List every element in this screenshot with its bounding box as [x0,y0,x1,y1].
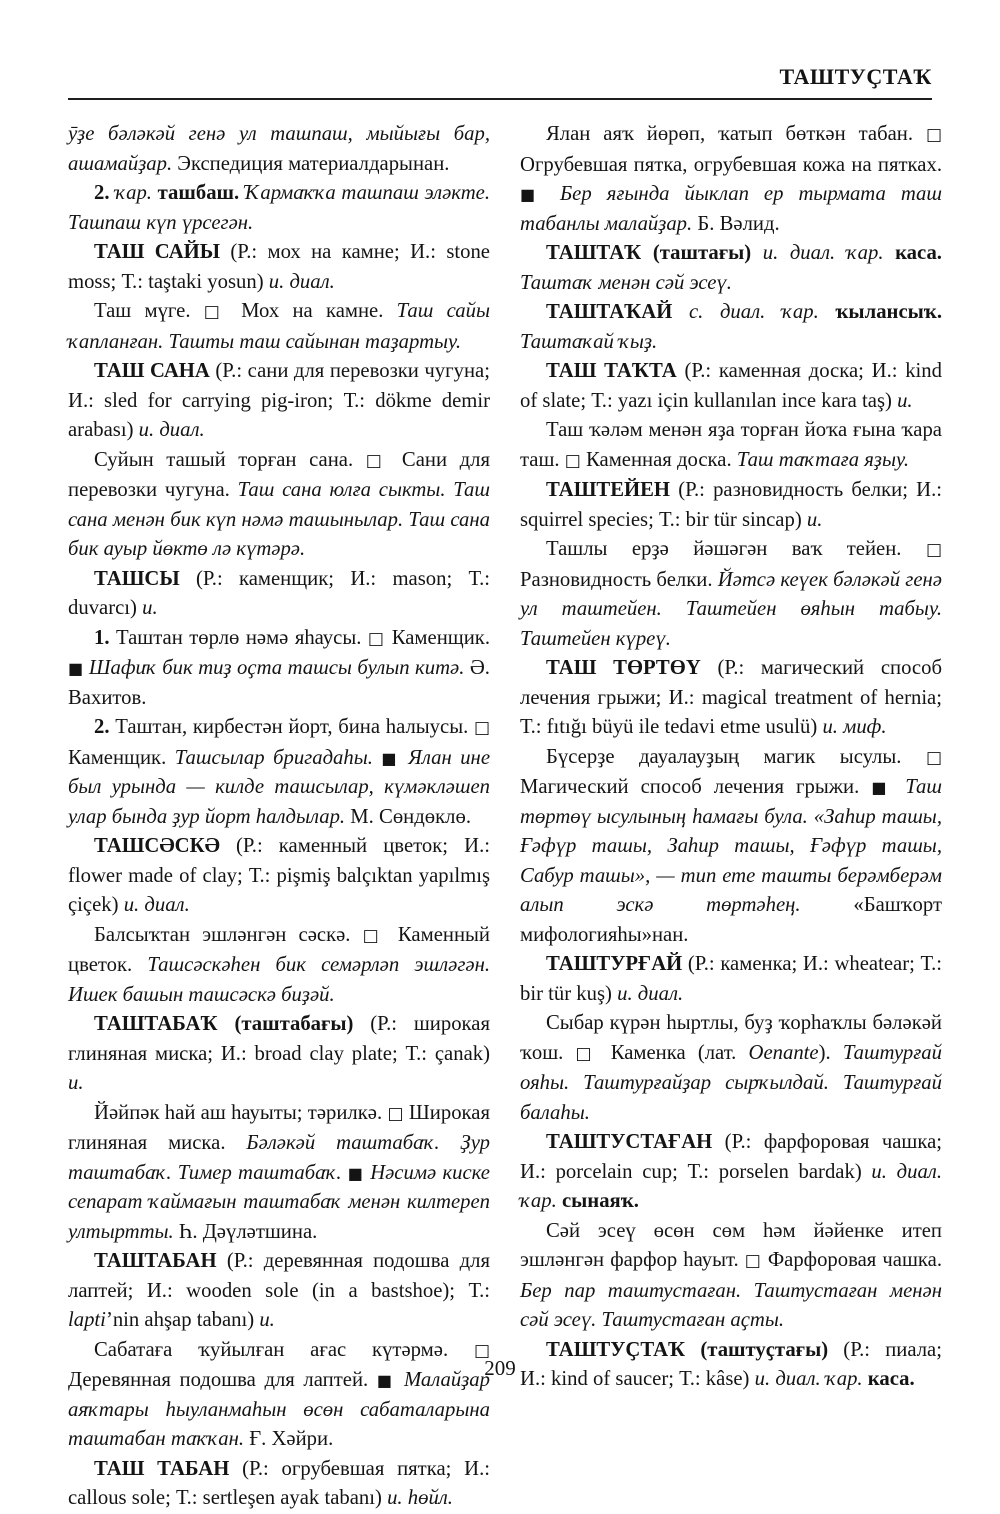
page-header [68,60,932,100]
headword: ТАШТЕЙЕН [546,479,671,501]
headword: ТАШ ТАҠТА [546,360,677,382]
headword: ТАШТАБАҠ (таштабағы) [94,1013,354,1035]
dictionary-paragraph [520,1217,942,1336]
open-square-marker: □ [575,1043,599,1064]
text: ). [818,1041,843,1064]
headword: ТАШ ТАБАН [94,1457,230,1480]
text: Таш мүге. [94,300,204,322]
dictionary-paragraph [520,535,942,654]
open-square-marker: □ [473,718,491,738]
text: ’nin ahşap tabanı) [105,1309,260,1331]
open-square-marker: □ [925,747,942,768]
bold-text: 2. [94,716,116,738]
text: Суйын ташый торған сана. [94,448,366,471]
italic-text: Ялан ине был урында — килде ташсылар, күмәкләшеп улар бында ҙур йорт һалдылар. [68,746,491,828]
filled-square-marker: ■ [347,1163,364,1183]
headword: ТАШТАБАН [94,1250,217,1272]
running-head: ТАШТУҪТАҠ [779,64,932,89]
text: Ә. Вахитов. [68,657,490,709]
dictionary-paragraph [68,238,490,297]
headword: ТАШСӘСКӘ [94,835,220,857]
dictionary-paragraph [68,357,490,446]
filled-square-marker: ■ [381,748,400,768]
filled-square-marker: ■ [68,659,84,678]
italic-text: и. диал. [123,894,190,916]
open-square-marker: □ [925,125,942,145]
italic-text: и. һөйл. [387,1487,453,1509]
dictionary-paragraph [520,416,942,476]
text: (Р.: широкая глиняная миска; И.: broad clay plate; Т.: çanak) [68,1013,490,1065]
dictionary-paragraph [520,1128,942,1217]
headword: ТАШСЫ [94,567,180,590]
dictionary-paragraph [520,120,942,239]
italic-text: Бәләкәй таштабаҡ. Ҙур таштабаҡ. Тимер таштабаҡ. [68,1132,490,1184]
open-square-marker: □ [925,540,942,560]
dictionary-paragraph [520,743,942,951]
dictionary-paragraph [68,1247,490,1336]
dictionary-paragraph [68,1336,490,1455]
text: (Р.: каменный цветок; И.: flower made of clay; Т.: pişmiş balçıktan yapılmış çiçek) [68,835,490,916]
italic-text: Таш сана юлға сыкты. Таш сана менән бик күп нәмә ташынылар. Таш сана бик ауыр йөктө лә күтәрә. [68,479,490,560]
text: Сәй эсеү өсөн сөм һәм йәйенке итеп эшләнгән фарфор һауыт. [520,1219,942,1271]
dictionary-paragraph [68,713,490,832]
text: Деревянная подошва для лаптей. [68,1369,377,1391]
italic-text: и. диал. [268,270,335,293]
italic-text: и. диал. [138,419,205,441]
bold-text: ҡылансыҡ. [835,301,942,323]
open-square-marker: □ [564,450,581,471]
text: Б. Вәлид. [692,212,780,235]
text: Сабатаға ҡуйылған ағас күтәрмә. [94,1338,474,1361]
italic-text: с. диал. ҡар. [672,301,836,323]
open-square-marker: □ [473,1340,490,1361]
open-square-marker: □ [744,1251,762,1271]
text: (Р.: мох на камне; И.: stone moss; Т.: taştaki yosun) [68,241,490,293]
bold-text: каса. [867,1368,915,1390]
dictionary-paragraph [68,1099,490,1248]
text: Һ. Дәүләтшина. [173,1220,318,1243]
text: Мох на камне. [227,300,397,322]
italic-text: ҡар. [115,182,158,204]
text: (Р.: каменщик; И.: mason; Т.: duvarcı) [68,567,490,619]
italic-text: Нәсимә киске сепарат ҡаймағын таштабаҡ менән килтереп ултыртты. [68,1161,490,1243]
dictionary-paragraph [68,179,490,238]
text: Таш ҡәләм менән яҙа торған йоҡа ғына ҡара таш. [520,419,942,471]
headword: ТАШТАҠАЙ [546,301,673,323]
text: Широкая глиняная миска. [68,1101,490,1154]
filled-square-marker: ■ [520,185,545,204]
right-column [520,120,942,1395]
italic-text: Йәтсә кеүек бәләкәй генә ул таштейен. Таштейен өяһын табыу. Таштейен күреү. [520,568,942,650]
dictionary-paragraph [520,654,942,743]
dictionary-paragraph [520,357,942,416]
text: (Р.: деревянная подошва для лаптей; И.: wooden sole (in a bastshoe); Т.: [68,1250,490,1302]
bold-text: сынаяҡ. [561,1190,639,1212]
text: Огрубевшая пятка, огрубевшая кожа на пятках. [520,153,942,176]
italic-text: Бер яғында йыклап ер тырмата таш табанлы малайҙар. [520,183,942,235]
text: Бүсерҙе дауалауҙың магик ысулы. [546,745,926,768]
headword: ТАШТУРҒАЙ [546,953,683,975]
open-square-marker: □ [203,302,228,322]
dictionary-paragraph [68,565,490,624]
dictionary-paragraph [68,921,490,1011]
text: Каменная доска. [580,448,737,471]
italic-text: Таш сайы ҡапланған. Ташты таш сайынан таҙартыу. [68,300,490,353]
dictionary-paragraph [68,120,490,179]
dictionary-paragraph [520,239,942,298]
dictionary-paragraph [68,624,490,714]
italic-text: lapti [68,1309,106,1331]
italic-text: и. [806,508,823,531]
text: Сани для перевозки чугуна. [68,448,491,501]
headword: ТАШТУҪТАҠ (таштуҫтағы) [546,1338,829,1361]
italic-text: и. [897,389,913,412]
dictionary-paragraph [68,446,490,565]
text: Ялан аяҡ йөрөп, ҡатып бөткән табан. [546,123,926,145]
italic-text: Таштаҡ менән сәй эсеү. [520,271,732,294]
bold-text: каса. [895,242,942,264]
text: Ташлы ерҙә йәшәгән ваҡ тейен. [546,538,926,560]
italic-text: и. диал. ҡар. [520,1160,942,1212]
dictionary-paragraph [520,476,942,535]
open-square-marker: □ [387,1103,404,1124]
dictionary-paragraph [520,1009,942,1128]
italic-text: ӯҙе бәләкәй генә ул ташпаш, мыйығы бар, ашамайҙар. [68,123,490,175]
text: (Р.: огрубевшая пятка; И.: callous sole; Т.: sertleşen ayak tabanı) [68,1457,490,1509]
headword: ТАШТУСТАҒАН [546,1131,713,1153]
bold-text: 1. [94,626,116,649]
italic-text: и. диал. [617,982,684,1005]
headword: ТАШ САЙЫ [94,241,221,263]
bold-text: 2. [94,182,116,204]
text: Каменщик. [68,746,175,769]
text: (Р.: каменная доска; И.: kind of slate; Т.: yazı için kullanılan ince kara taş) [520,360,942,412]
text: Балсыҡтан эшләнгән сәскә. [94,923,363,946]
text: Фарфоровая чашка. [761,1249,942,1271]
italic-text: и. миф. [822,716,887,738]
italic-text: и. диал. ҡар. [751,242,896,264]
open-square-marker: □ [365,450,390,471]
dictionary-paragraph [520,298,942,357]
text: М. Сөндөклө. [345,805,471,828]
italic-text: Ташсәскәһен бик семәрләп эшләгән. Ишек башын ташсәскә биҙәй. [68,954,491,1006]
bold-text: ташбаш. [157,182,240,204]
text: Разновидность белки. [520,568,718,591]
dictionary-paragraph [68,1010,490,1099]
dictionary-paragraph [520,950,942,1009]
italic-text: и. диал. ҡар. [754,1368,868,1390]
text: (Р.: разновидность белки; И.: squirrel species; Т.: bir tür sincap) [520,479,942,531]
open-square-marker: □ [367,628,386,649]
text: Магический способ лечения грыжи. [520,776,872,798]
italic-text: Таштурғай ояһы. Таштурғайҙар сырҡылдай. Таштурғай балаһы. [520,1041,942,1124]
italic-text: и. [259,1309,275,1331]
italic-text: Бер пар таштустаған. Таштустаған менән сәй эсеү. Таштустаған аҫты. [520,1279,942,1331]
italic-text: и. [68,1072,84,1094]
text: (Р.: каменка; И.: wheatear; Т.: bir tür kuş) [520,953,942,1005]
italic-text: Малайҙар аяҡтары һыуланмаһын өсөн сабаталарына таштабан таҡҡан. [68,1369,490,1450]
left-column [68,120,490,1514]
text: Экспедиция материалдарынан. [172,152,450,175]
italic-text: Таштаҡай ҡыҙ. [520,330,658,353]
text: (Р.: сани для перевозки чугуна; И.: sled for carrying pig-iron; Т.: dökme demir arabası) [68,360,490,441]
text: Ғ. Хәйри. [244,1428,334,1450]
dictionary-paragraph [68,1455,490,1514]
italic-text: Таш төртөү ысулының һамағы була. «Заһир ташы, Ғәфүр ташы, Заһир ташы, Ғәфүр ташы, Сабур ташы», — тип ете ташты берәмберәм алып эскә төртәһең. [520,776,942,916]
italic-text: Ташсылар бригадаһы. [174,746,382,769]
text: Каменка (лат. [598,1041,749,1064]
headword: ТАШ САНА [94,360,210,382]
text: Таштан төрлө нәмә яһаусы. [115,626,368,649]
text: «Башҡорт мифологияһы»нан. [520,894,942,946]
filled-square-marker: ■ [376,1371,396,1390]
text: (Р.: пиала; И.: kind of saucer; Т.: kâse) [520,1338,942,1390]
text: (Р.: фарфоровая чашка; И.: porcelain cup; Т.: porselen bardak) [520,1131,942,1183]
italic-text: Ҡармаҡҡа ташпаш эләкте. Ташпаш күп үрсегән. [68,182,491,234]
dictionary-paragraph [68,832,490,921]
italic-text: Шафиҡ бик тиҙ оҫта ташсы булып китә. [83,657,465,679]
text: Йәйпәк һай аш һауыты; тәрилкә. [94,1101,388,1124]
filled-square-marker: ■ [871,778,894,797]
dictionary-paragraph [68,297,490,357]
text: Таштан, кирбестән йорт, бина һалыусы. [115,716,474,738]
text: Каменщик. [385,626,490,649]
text: Сыбар күрән һыртлы, буҙ ҡорһаҡлы бәләкәй ҡош. [520,1012,942,1064]
page-number: 209 [484,1356,516,1380]
text: (Р.: магический способ лечения грыжи; И.: magical treatment of hernia; Т.: fıtığı büyü ile tedavi etme usulü) [520,657,942,738]
italic-text: и. [142,597,158,619]
headword: ТАШ ТӨРТӨҮ [546,657,701,679]
italic-text: Oenante [748,1041,819,1064]
headword: ТАШТАҠ (таштағы) [546,242,752,264]
text: Каменный цветок. [68,923,491,976]
italic-text: Таш таҡтаға яҙыу. [736,448,910,471]
open-square-marker: □ [362,925,386,946]
